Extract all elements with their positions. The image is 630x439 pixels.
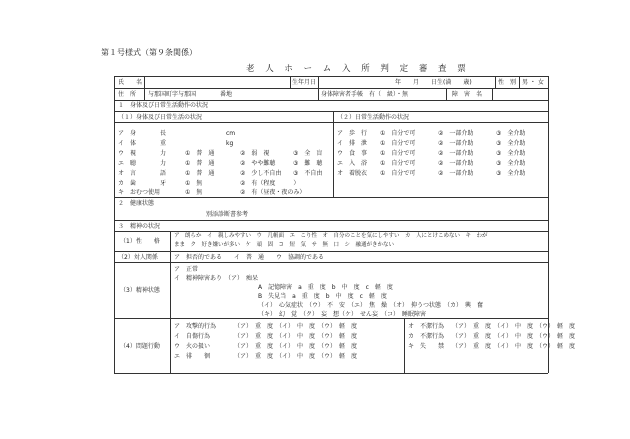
label-vision: ウ 視 力 <box>118 150 167 157</box>
unit-cm: cm <box>226 130 236 137</box>
behavior-item: イ 自傷行為 <box>174 333 211 340</box>
behavior-degree: （ア） 重 度 （イ） 中 度 （ウ） 軽 度 <box>234 333 358 340</box>
behavior-item: ウ 火の扱い <box>174 343 211 350</box>
label-teeth: カ 歯 牙 <box>118 180 167 187</box>
hearing-opt-1: ① 普 通 <box>185 160 215 167</box>
teeth-opt-1: ① 無 <box>185 180 203 187</box>
adl-opt: ① 自分で可 <box>380 140 416 147</box>
mental-line: （キ） 幻 覚 （ク） 妄 想（ケ） せん妄 （コ） 睡眠障害 <box>258 311 427 318</box>
dob-value: 年 月 日生(満 歳) <box>395 79 472 86</box>
behavior-degree: （ア） 重 度 （イ） 中 度 （ウ） 軽 度 <box>452 343 576 350</box>
adl-meal: ウ 食 事 <box>337 150 368 157</box>
adl-bath: エ 入 浴 <box>337 160 368 167</box>
behavior-item: ア 攻撃的行為 <box>174 323 217 330</box>
adl-opt: ③ 全介助 <box>496 170 526 177</box>
hearing-opt-2: ② やや難聴 <box>240 160 276 167</box>
dob-label: 生年月日 <box>292 79 317 86</box>
adl-opt: ① 自分で可 <box>380 150 416 157</box>
speech-opt-1: ① 普 通 <box>185 170 215 177</box>
disability-cert: 身体障害者手帳 有（ 級）・無 <box>321 91 409 98</box>
behavior-degree: （ア） 重 度 （イ） 中 度 （ウ） 軽 度 <box>234 343 358 350</box>
diaper-opt-2: ② 有（昼夜・夜のみ） <box>240 189 306 196</box>
adl-dress: オ 着脱衣 <box>337 170 368 177</box>
mental-line: （イ） 心気症状 （ウ） 不 安 （エ） 焦 燥 （オ） 抑うつ状態 （カ） 興 奮 <box>258 302 484 309</box>
adl-opt: ③ 全介助 <box>496 130 526 137</box>
adl-opt: ① 自分で可 <box>380 170 416 177</box>
adl-opt: ① 自分で可 <box>380 160 416 167</box>
behavior-item: エ 徘 徊 <box>174 353 211 360</box>
form-number: 第１号様式（第９条関係） <box>101 48 197 57</box>
hearing-opt-3: ③ 難 聴 <box>293 160 323 167</box>
adl-opt: ③ 全介助 <box>496 150 526 157</box>
section2-title: ２ 健康状態 <box>118 200 155 207</box>
behavior-item: オ 不潔行為 <box>408 323 445 330</box>
address-label: 住 所 <box>118 91 137 98</box>
vision-opt-3: ③ 全 盲 <box>293 150 323 157</box>
adl-opt: ② 一部介助 <box>438 170 474 177</box>
behavior-degree: （ア） 重 度 （イ） 中 度 （ウ） 軽 度 <box>234 323 358 330</box>
adl-opt: ① 自分で可 <box>380 130 416 137</box>
sex-value: 男 ・ 女 <box>522 79 544 86</box>
adl-toilet: イ 排 泄 <box>337 140 368 147</box>
personality-line1: ア 朗らか イ 親しみやすい ウ 几帳面 エ こり性 オ 自分のことを気にしやすい カ 人にとけこめない キ わが <box>174 233 488 239</box>
speech-opt-3: ③ 不自由 <box>293 170 323 177</box>
section1a-title: （１）身体及び日常生活の状況 <box>118 114 203 121</box>
label-height: ア 身 長 <box>118 130 167 137</box>
label-diaper: キ おむつ使用 <box>118 189 161 196</box>
address-value: 与那国町字与那国 番地 <box>148 91 233 98</box>
personality-line2: まま ク 好き嫌いが多い ケ 頑 固 コ 短 気 サ 無 口 シ 融通がきかない <box>174 242 395 248</box>
behavior-degree: （ア） 重 度 （イ） 中 度 （ウ） 軽 度 <box>452 323 576 330</box>
sex-label: 性 別 <box>498 79 517 86</box>
behavior-item: カ 不潔行為 <box>408 333 445 340</box>
label-speech: オ 言 語 <box>118 170 167 177</box>
unit-kg: kg <box>226 140 234 147</box>
behavior-label: （4）問題行動 <box>120 343 160 350</box>
adl-opt: ② 一部介助 <box>438 140 474 147</box>
adl-opt: ② 一部介助 <box>438 150 474 157</box>
section3-title: ３ 精神の状況 <box>118 223 161 230</box>
section2-note: 別添診断書参考 <box>206 211 249 218</box>
mental-line: A 記憶障害 a 重 度 b 中 度 c 軽 度 <box>258 284 393 291</box>
mental-line: ア 正常 <box>174 266 199 273</box>
section1-title: １ 身体及び日常生活動作の状況 <box>118 102 209 109</box>
diaper-opt-1: ① 無 <box>185 189 203 196</box>
mental-line: B 失見当 a 重 度 b 中 度 c 軽 度 <box>258 293 387 300</box>
form-title: 老 人 ホ ー ム 入 所 判 定 審 査 票 <box>246 64 470 74</box>
section1b-title: （２）日常生活動作の状況 <box>337 114 410 121</box>
label-hearing: エ 聴 力 <box>118 160 167 167</box>
adl-opt: ② 一部介助 <box>438 160 474 167</box>
behavior-degree: （ア） 重 度 （イ） 中 度 （ウ） 軽 度 <box>234 353 358 360</box>
relations-text: ア 担否的である イ 普 通 ウ 協調的である <box>174 254 325 261</box>
adl-walk: ア 歩 行 <box>337 130 368 137</box>
speech-opt-2: ② 少し不自由 <box>240 170 282 177</box>
label-weight: イ 体 重 <box>118 140 167 147</box>
mental-line: イ 精神障害あり （ア） 痴呆 <box>174 275 259 282</box>
behavior-item: キ 失 禁 <box>408 343 445 350</box>
relations-label: （2）対人関係 <box>118 254 158 261</box>
vision-opt-2: ② 弱 視 <box>240 150 270 157</box>
adl-opt: ② 一部介助 <box>438 130 474 137</box>
adl-opt: ③ 全介助 <box>496 140 526 147</box>
disability-name-label: 障 害 名 <box>452 91 483 98</box>
mental-label: （3）精神状態 <box>120 287 160 294</box>
teeth-opt-2: ② 有（程度 ） <box>240 180 300 187</box>
behavior-degree: （ア） 重 度 （イ） 中 度 （ウ） 軽 度 <box>452 333 576 340</box>
vision-opt-1: ① 普 通 <box>185 150 215 157</box>
adl-opt: ③ 全介助 <box>496 160 526 167</box>
personality-label: （1）性 格 <box>120 238 160 245</box>
name-label: 氏 名 <box>118 79 143 86</box>
